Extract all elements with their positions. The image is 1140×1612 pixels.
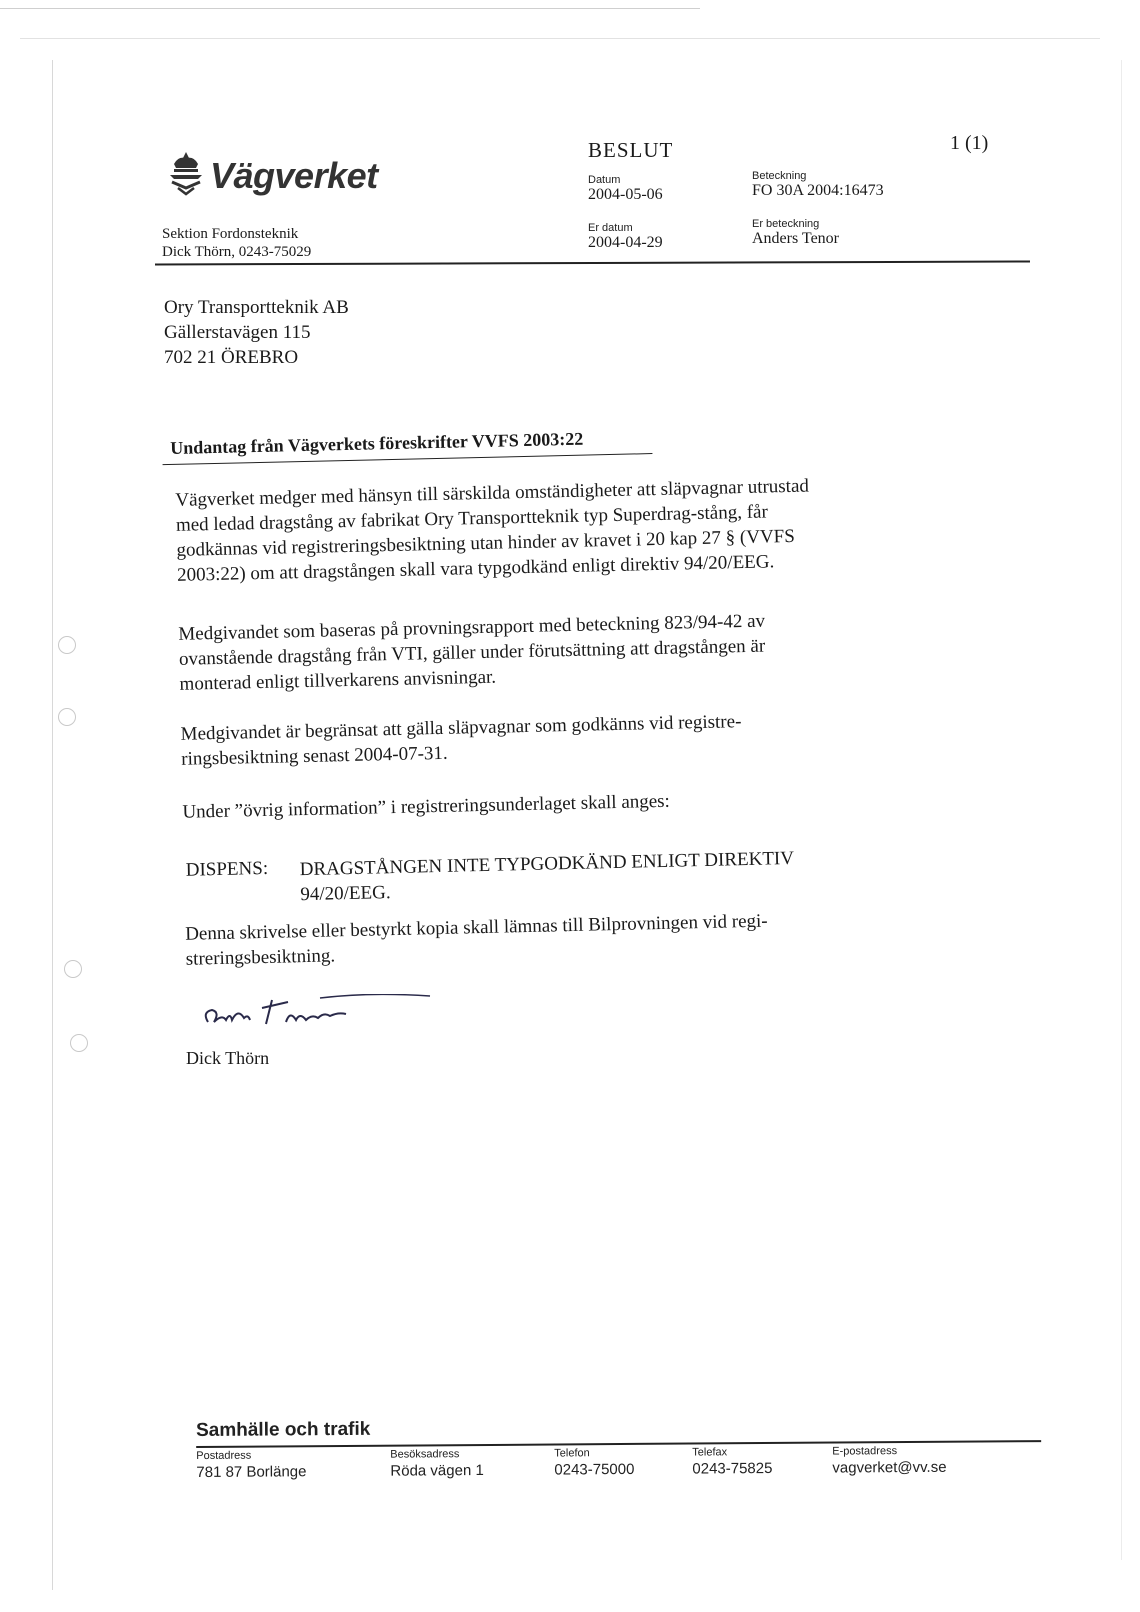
- visit-address: [390, 1448, 484, 1480]
- date-value: 2004-05-06: [588, 186, 663, 203]
- reference-value: FO 30A 2004:16473: [752, 182, 884, 199]
- date-label: Datum: [588, 174, 621, 186]
- body-paragraph-2: Medgivandet som baseras på provningsrapport med beteckning 823/94-42 av ovanstående dragstång från VTI, gäller under förutsättning att dragstången är monterad enligt tillverkarens anvisningar.: [178, 610, 766, 695]
- recipient-city: 702 21 ÖREBRO: [164, 347, 299, 368]
- body-paragraph-5: Denna skrivelse eller bestyrkt kopia skall lämnas till Bilprovningen vid regi-streringsbesiktning.: [184, 910, 768, 970]
- footer-title: Samhälle och trafik: [196, 1418, 371, 1441]
- email-value: vagverket@vv.se: [832, 1458, 947, 1477]
- footer: [196, 1414, 1041, 1481]
- postal-address: [196, 1449, 306, 1481]
- phone: [554, 1447, 634, 1479]
- body-paragraph-1: Vägverket medger med hänsyn till särskilda omständigheter att släpvagnar utrustad med ledad dragstång av fabrikat Ory Transportteknik typ Superdrag-stång, får godkännas vid registreringsbesiktning utan hinder av kravet i 20 kap 27 § (VVFS 2003:22) om att dragstången skall vara typgodkänd enligt direktiv 94/20/EEG.: [175, 475, 810, 586]
- page-number: 1 (1): [950, 132, 989, 154]
- dispens-text: DRAGSTÅNGEN INTE TYPGODKÄND ENLIGT DIREKTIV 94/20/EEG.: [299, 847, 794, 906]
- dispens-label: DISPENS:: [185, 857, 269, 881]
- your-reference-value: Anders Tenor: [752, 230, 840, 247]
- handler-contact: Dick Thörn, 0243-75029: [162, 244, 312, 260]
- document-type: BESLUT: [588, 138, 674, 162]
- visit-label: Besöksadress: [390, 1448, 460, 1461]
- phone-value: 0243-75000: [554, 1460, 635, 1479]
- fax-label: Telefax: [692, 1446, 728, 1459]
- body-paragraph-4: Under ”övrig information” i registreringsunderlaget skall anges:: [182, 790, 671, 823]
- visit-value: Röda vägen 1: [390, 1461, 484, 1480]
- fax-value: 0243-75825: [692, 1459, 773, 1478]
- recipient-company: Ory Transportteknik AB: [164, 297, 349, 318]
- phone-label: Telefon: [554, 1447, 590, 1460]
- signer-name: Dick Thörn: [186, 1048, 270, 1068]
- recipient-street: Gällerstavägen 115: [164, 322, 311, 343]
- reference-label: Beteckning: [752, 170, 807, 182]
- section-name: Sektion Fordonsteknik: [162, 226, 299, 242]
- your-date-value: 2004-04-29: [588, 234, 663, 251]
- organization-name: Vägverket: [210, 154, 378, 196]
- your-date-label: Er datum: [588, 222, 633, 234]
- postal-label: Postadress: [196, 1449, 252, 1462]
- body-paragraph-3: Medgivandet är begränsat att gälla släpvagnar som godkänns vid registre-ringsbesiktning senast 2004-07-31.: [180, 711, 742, 770]
- handwritten-signature: [200, 994, 440, 1039]
- subject-line: Undantag från Vägverkets föreskrifter VVFS 2003:22: [169, 428, 584, 458]
- email: [832, 1445, 946, 1477]
- your-reference-label: Er beteckning: [752, 218, 820, 230]
- email-label: E-postadress: [832, 1445, 898, 1458]
- fax: [692, 1446, 772, 1478]
- postal-value: 781 87 Borlänge: [196, 1463, 307, 1481]
